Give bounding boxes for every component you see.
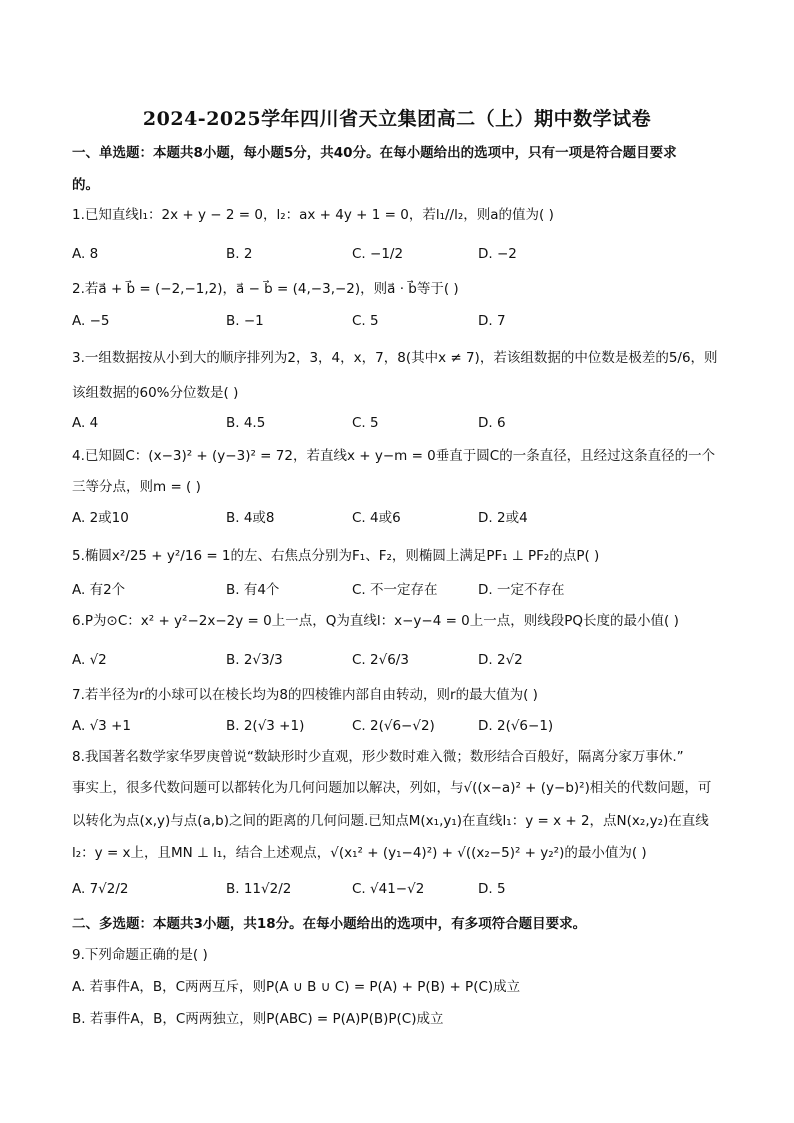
q8-option-c: C. √41−√2: [352, 881, 425, 897]
q6-option-c: C. 2√6/3: [352, 652, 409, 668]
q8-option-b: B. 11√2/2: [226, 881, 292, 897]
question-3-stem-line2: 该组数据的60%分位数是( ): [72, 385, 239, 401]
q1-option-b: B. 2: [226, 246, 253, 262]
q7-option-c: C. 2(√6−√2): [352, 718, 435, 734]
q5-option-a: A. 有2个: [72, 582, 126, 598]
q5-option-d: D. 一定不存在: [478, 582, 565, 598]
q1-option-c: C. −1/2: [352, 246, 404, 262]
q1-option-d: D. −2: [478, 246, 517, 262]
q5-option-c: C. 不一定存在: [352, 582, 438, 598]
q8-option-a: A. 7√2/2: [72, 881, 129, 897]
q6-option-d: D. 2√2: [478, 652, 523, 668]
q2-option-b: B. −1: [226, 313, 264, 329]
q5-option-b: B. 有4个: [226, 582, 280, 598]
q4-option-b: B. 4或8: [226, 510, 275, 526]
q9-option-b: B. 若事件A，B，C两两独立，则P(ABC) = P(A)P(B)P(C)成立: [72, 1011, 444, 1027]
question-4-stem-line2: 三等分点，则m = ( ): [72, 479, 201, 495]
question-3-stem-line1: 3.一组数据按从小到大的顺序排列为2，3，4，x，7，8(其中x ≠ 7)，若该组数据的中位数是极差的5/6，则: [72, 350, 718, 366]
question-8-stem-line4: l₂：y = x上，且MN ⊥ l₁，结合上述观点，√(x₁² + (y₁−4)²) + √((x₂−5)² + y₂²)的最小值为( ): [72, 845, 647, 861]
q4-option-c: C. 4或6: [352, 510, 401, 526]
q3-option-a: A. 4: [72, 415, 99, 431]
q3-option-d: D. 6: [478, 415, 506, 431]
q6-option-b: B. 2√3/3: [226, 652, 283, 668]
question-1-stem: 1.已知直线l₁：2x + y − 2 = 0，l₂：ax + 4y + 1 = 0，若l₁//l₂，则a的值为( ): [72, 207, 554, 223]
q3-option-b: B. 4.5: [226, 415, 266, 431]
question-5-stem: 5.椭圆x²/25 + y²/16 = 1的左、右焦点分别为F₁、F₂，则椭圆上满足PF₁ ⊥ PF₂的点P( ): [72, 548, 600, 564]
question-9-stem: 9.下列命题正确的是( ): [72, 947, 208, 963]
page-title: 2024-2025学年四川省天立集团高二（上）期中数学试卷: [142, 108, 652, 130]
q9-option-a: A. 若事件A，B，C两两互斥，则P(A ∪ B ∪ C) = P(A) + P(B) + P(C)成立: [72, 979, 521, 995]
section2-header: 二、多选题：本题共3小题，共18分。在每小题给出的选项中，有多项符合题目要求。: [72, 916, 587, 932]
q4-option-d: D. 2或4: [478, 510, 528, 526]
section1-header: 一、单选题：本题共8小题，每小题5分，共40分。在每小题给出的选项中，只有一项是符合题目要求: [72, 145, 677, 161]
q2-option-d: D. 7: [478, 313, 506, 329]
question-8-stem-line3: 以转化为点(x,y)与点(a,b)之间的距离的几何问题.已知点M(x₁,y₁)在直线l₁：y = x + 2，点N(x₂,y₂)在直线: [72, 813, 709, 829]
question-8-stem-line2: 事实上，很多代数问题可以都转化为几何问题加以解决，列如，与√((x−a)² + (y−b)²)相关的代数问题，可: [72, 780, 712, 796]
section1-header-cont: 的。: [72, 177, 99, 193]
q7-option-a: A. √3 +1: [72, 718, 131, 734]
q7-option-d: D. 2(√6−1): [478, 718, 554, 734]
question-2-stem: 2.若a⃗ + b⃗ = (−2,−1,2)，a⃗ − b⃗ = (4,−3,−2)，则a⃗ · b⃗等于( ): [72, 281, 459, 297]
q7-option-b: B. 2(√3 +1): [226, 718, 305, 734]
question-4-stem-line1: 4.已知圆C：(x−3)² + (y−3)² = 72，若直线x + y−m = 0垂直于圆C的一条直径，且经过这条直径的一个: [72, 448, 716, 464]
question-6-stem: 6.P为⊙C：x² + y²−2x−2y = 0上一点，Q为直线l：x−y−4 = 0上一点，则线段PQ长度的最小值( ): [72, 613, 679, 629]
q2-option-c: C. 5: [352, 313, 379, 329]
q1-option-a: A. 8: [72, 246, 99, 262]
question-7-stem: 7.若半径为r的小球可以在棱长均为8的四棱锥内部自由转动，则r的最大值为( ): [72, 687, 538, 703]
q4-option-a: A. 2或10: [72, 510, 129, 526]
q8-option-d: D. 5: [478, 881, 506, 897]
q3-option-c: C. 5: [352, 415, 379, 431]
q2-option-a: A. −5: [72, 313, 110, 329]
question-8-stem-line1: 8.我国著名数学家华罗庚曾说“数缺形时少直观，形少数时难入微；数形结合百般好，隔离分家万事休.”: [72, 749, 684, 765]
q6-option-a: A. √2: [72, 652, 107, 668]
